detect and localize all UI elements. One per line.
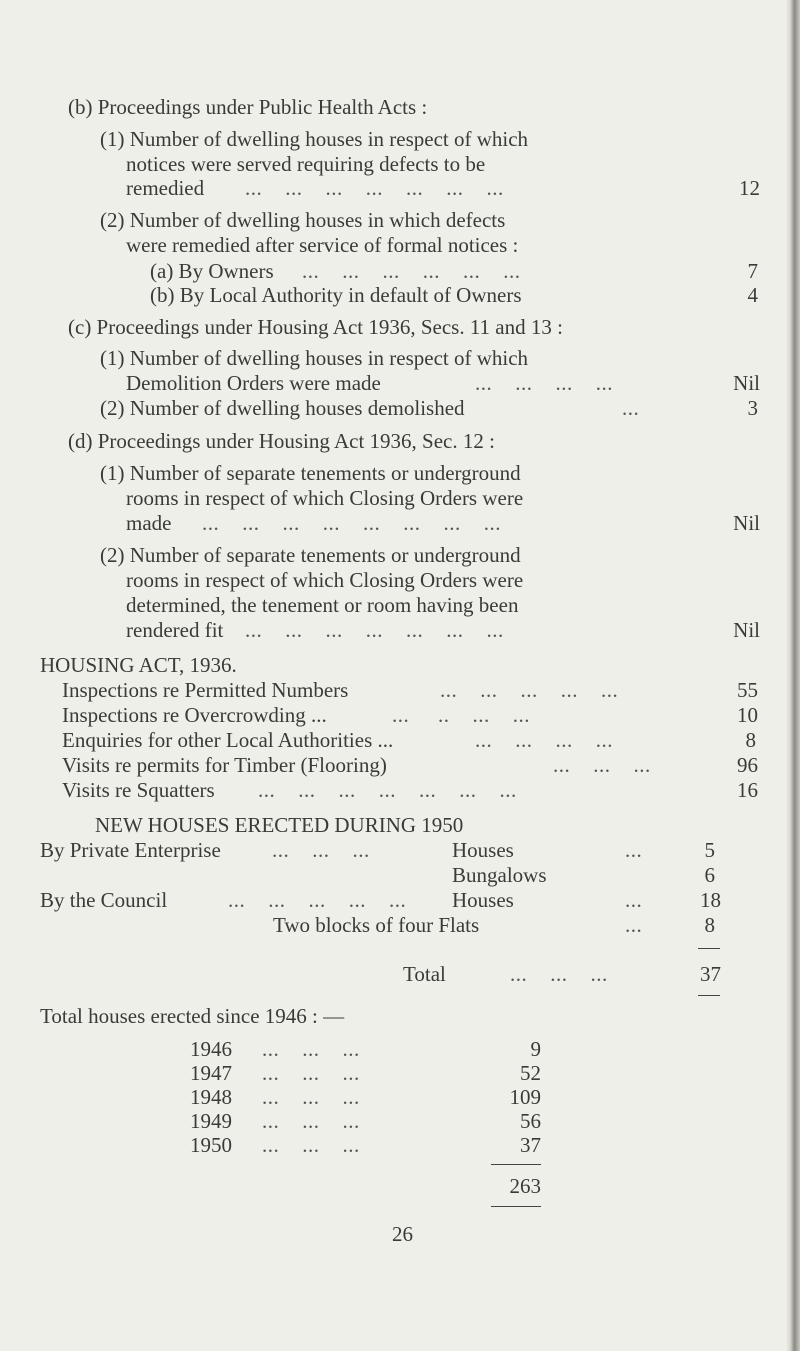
section-c-item1-value: Nil (733, 371, 760, 395)
housing-act-row-value: 96 (737, 753, 758, 777)
year-value: 9 (530, 1037, 541, 1061)
leader-dots: ... ... ... (510, 962, 608, 986)
leader-dots: ... ... ... ... ... ... ... (245, 176, 504, 200)
authority-value: 4 (747, 283, 758, 307)
housing-act-row-label: Inspections re Permitted Numbers (62, 678, 349, 702)
section-d-item2-line1: (2) Number of separate tenements or underground (100, 543, 521, 567)
leader-dots: ... ... ... ... ... ... (302, 259, 521, 283)
year-label: 1948 (190, 1085, 232, 1109)
section-d-item2-line2: rooms in respect of which Closing Orders were (126, 568, 524, 592)
section-d-item1-value: Nil (733, 511, 760, 535)
authority-label: (b) By Local Authority in default of Owners (150, 283, 522, 307)
housing-act-row-label: Enquiries for other Local Authorities ... (62, 728, 394, 752)
owners-label: (a) By Owners (150, 259, 274, 283)
council-label: By the Council (40, 888, 168, 912)
section-b-item2-line1: (2) Number of dwelling houses in which defects (100, 208, 506, 232)
section-c-item2-value: 3 (747, 396, 758, 420)
private-enterprise-label: By Private Enterprise (40, 838, 221, 862)
sum-rule (698, 995, 720, 996)
housing-act-row-label: Inspections re Overcrowding ... (62, 703, 327, 727)
housing-act-row-label: Visits re Squatters (62, 778, 215, 802)
leader-dots: ... ... ... (262, 1037, 360, 1061)
section-d-item1-line1: (1) Number of separate tenements or underground (100, 461, 521, 485)
binding-edge (786, 0, 800, 1351)
year-value: 109 (509, 1085, 541, 1109)
sum-rule (698, 948, 720, 949)
section-d-item2-line3: determined, the tenement or room having been (126, 593, 519, 617)
housing-act-row-value: 55 (737, 678, 758, 702)
section-c-item1-line1: (1) Number of dwelling houses in respect of which (100, 346, 529, 370)
leader-dots: ... ... ... ... ... (228, 888, 407, 912)
flats-value: 8 (704, 913, 715, 937)
leader-dots: ... (622, 396, 640, 420)
leader-dots: ... ... ... ... ... ... ... ... (202, 511, 501, 535)
section-b-item1-line1: (1) Number of dwelling houses in respect of which (100, 127, 529, 151)
year-label: 1949 (190, 1109, 232, 1133)
year-label: 1946 (190, 1037, 232, 1061)
housing-act-row-value: 10 (737, 703, 758, 727)
leader-dots: ... (625, 888, 643, 912)
council-houses-label: Houses (452, 888, 514, 912)
section-d-item1-line3: made (126, 511, 172, 535)
leader-dots: ... ... ... (262, 1085, 360, 1109)
since-1946-heading: Total houses erected since 1946 : — (40, 1004, 345, 1028)
leader-dots: ... ... ... ... (475, 728, 613, 752)
private-houses-value: 5 (704, 838, 715, 862)
section-d-heading: (d) Proceedings under Housing Act 1936, Sec. 12 : (68, 429, 495, 453)
section-d-item2-line4: rendered fit (126, 618, 224, 642)
new-houses-heading: NEW HOUSES ERECTED DURING 1950 (95, 813, 464, 837)
housing-act-row-label: Visits re permits for Timber (Flooring) (62, 753, 387, 777)
leader-dots: ... (625, 838, 643, 862)
leader-dots: ... ... ... ... ... ... ... (258, 778, 517, 802)
new-houses-total-value: 37 (700, 962, 721, 986)
year-label: 1950 (190, 1133, 232, 1157)
page-number: 26 (392, 1222, 413, 1246)
housing-act-heading: HOUSING ACT, 1936. (40, 653, 237, 677)
new-houses-total-label: Total (403, 962, 446, 986)
year-value: 37 (520, 1133, 541, 1157)
leader-dots: ... ... ... (262, 1109, 360, 1133)
section-c-heading: (c) Proceedings under Housing Act 1936, Secs. 11 and 13 : (68, 315, 563, 339)
flats-label: Two blocks of four Flats (273, 913, 480, 937)
section-d-item1-line2: rooms in respect of which Closing Orders were (126, 486, 524, 510)
housing-act-row-value: 16 (737, 778, 758, 802)
leader-dots: ... ... ... (262, 1061, 360, 1085)
leader-dots: ... ... ... (262, 1133, 360, 1157)
private-houses-label: Houses (452, 838, 514, 862)
sum-rule (491, 1164, 541, 1165)
section-d-item2-value: Nil (733, 618, 760, 642)
since-1946-total: 263 (509, 1174, 541, 1198)
year-value: 52 (520, 1061, 541, 1085)
year-label: 1947 (190, 1061, 232, 1085)
section-c-item1-line2: Demolition Orders were made (126, 371, 381, 395)
section-b-item1-value: 12 (739, 176, 760, 200)
section-b-item2-line2: were remedied after service of formal notices : (126, 233, 519, 257)
section-b-item1-line3: remedied (126, 176, 205, 200)
council-houses-value: 18 (700, 888, 721, 912)
leader-dots: ... ... ... (553, 753, 651, 777)
leader-dots: ... ... ... ... (475, 371, 613, 395)
section-b-item1-line2: notices were served requiring defects to be (126, 152, 486, 176)
owners-value: 7 (747, 259, 758, 283)
sum-rule (491, 1206, 541, 1207)
private-bungalows-label: Bungalows (452, 863, 547, 887)
year-value: 56 (520, 1109, 541, 1133)
leader-dots: ... .. ... ... (392, 703, 530, 727)
leader-dots: ... ... ... ... ... (440, 678, 619, 702)
section-b-heading: (b) Proceedings under Public Health Acts : (68, 95, 428, 119)
private-bungalows-value: 6 (704, 863, 715, 887)
section-c-item2-line1: (2) Number of dwelling houses demolished (100, 396, 465, 420)
leader-dots: ... ... ... (272, 838, 370, 862)
housing-act-row-value: 8 (745, 728, 756, 752)
leader-dots: ... ... ... ... ... ... ... (245, 618, 504, 642)
leader-dots: ... (625, 913, 643, 937)
